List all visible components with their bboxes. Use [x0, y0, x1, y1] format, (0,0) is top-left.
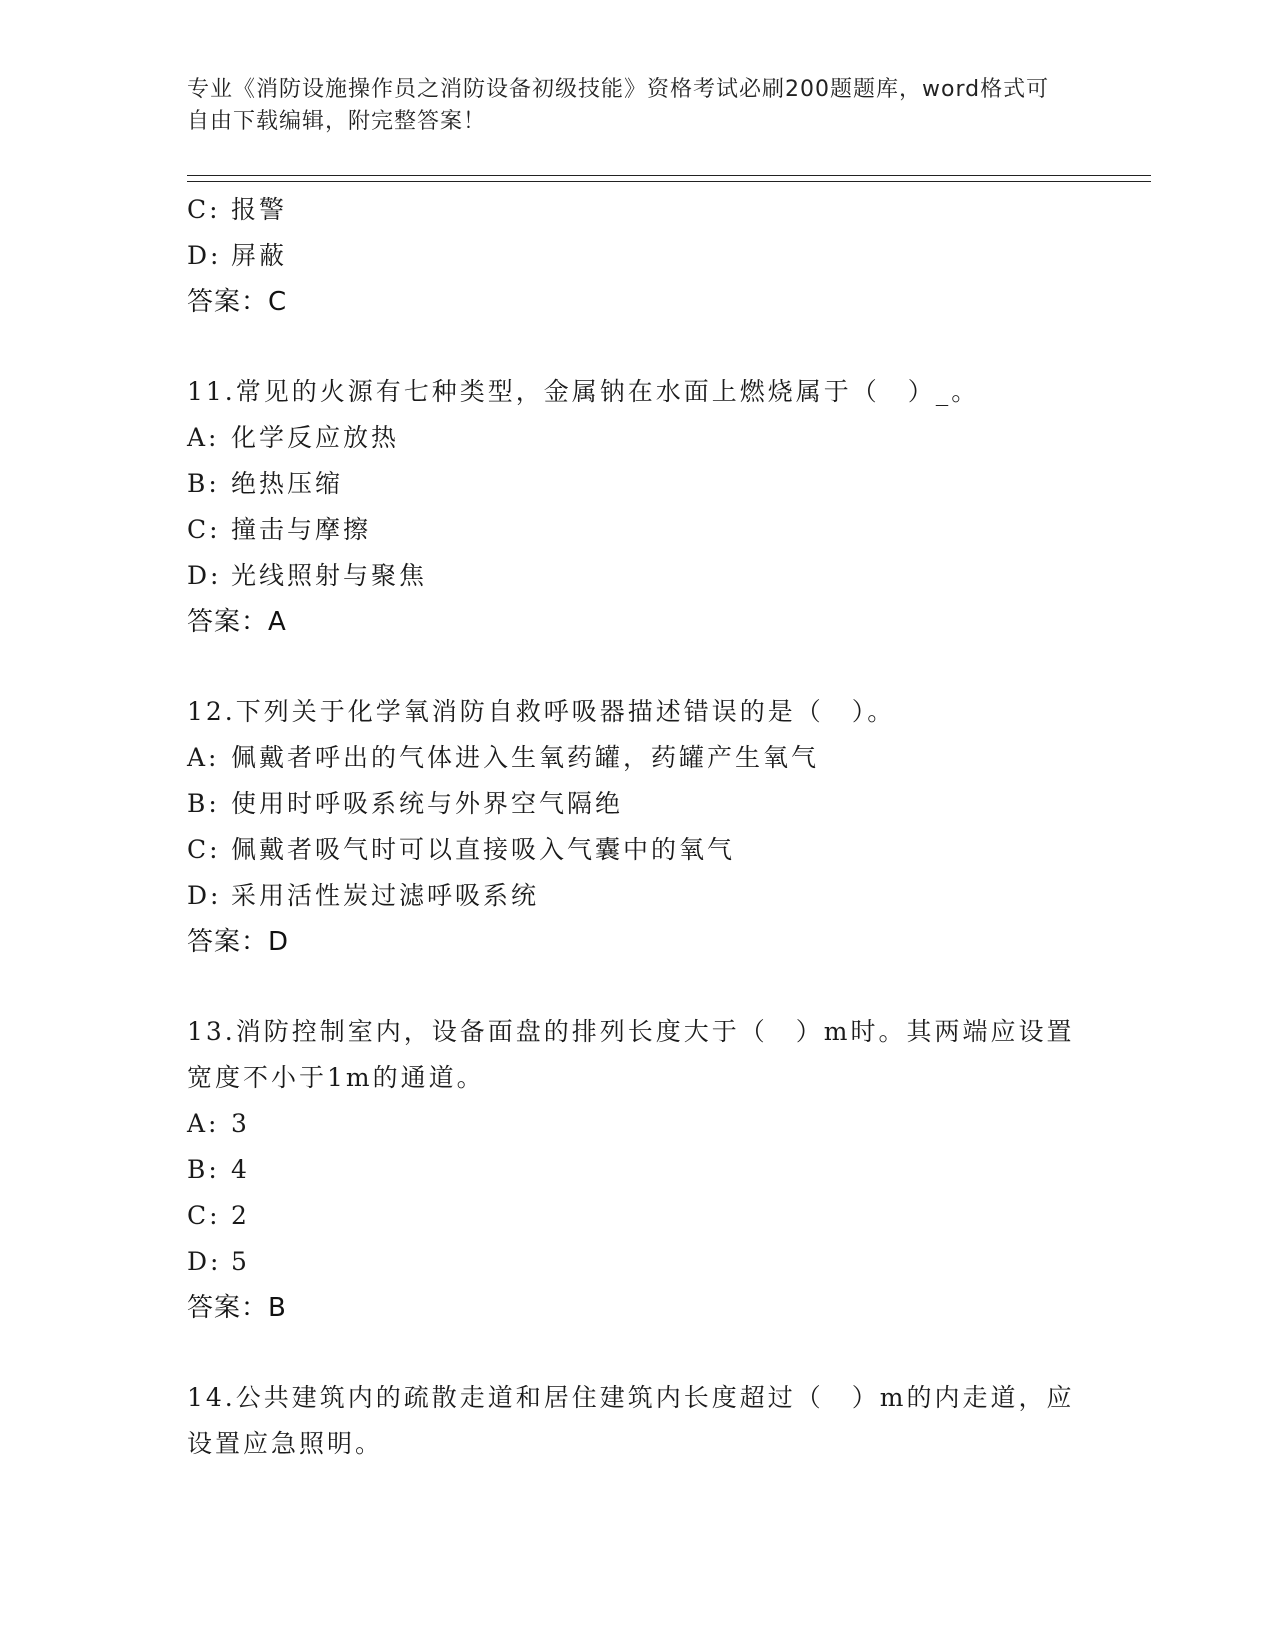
option-text: 采用活性炭过滤呼吸系统 [231, 881, 540, 910]
option-text: 佩戴者呼出的气体进入生氧药罐，药罐产生氧气 [231, 743, 820, 772]
header-rule-bottom [187, 181, 1151, 182]
option-text: 撞击与摩擦 [231, 515, 372, 544]
question-13 [187, 1009, 1087, 1331]
option-text: 光线照射与聚焦 [231, 561, 428, 590]
option-label: A: [187, 423, 220, 452]
question-11 [187, 369, 1087, 645]
option-text: 使用时呼吸系统与外界空气隔绝 [231, 789, 624, 818]
option-d [187, 873, 1087, 919]
question-12 [187, 689, 1087, 965]
option-c [187, 187, 1087, 233]
option-label: D: [187, 1247, 222, 1276]
option-text: 3 [231, 1109, 250, 1138]
option-label: C: [187, 515, 221, 544]
option-b [187, 1147, 1087, 1193]
answer-line: 答案：A [187, 607, 287, 637]
option-label: D: [187, 561, 222, 590]
option-b [187, 461, 1087, 507]
option-d [187, 233, 1087, 279]
option-a [187, 735, 1087, 781]
option-d [187, 553, 1087, 599]
option-label: D: [187, 241, 222, 270]
option-a [187, 415, 1087, 461]
option-label: C: [187, 1201, 221, 1230]
option-label: B: [187, 1155, 220, 1184]
option-label: A: [187, 743, 220, 772]
option-label: B: [187, 469, 220, 498]
option-text: 绝热压缩 [231, 469, 344, 498]
question-list [187, 187, 1087, 1467]
option-c [187, 507, 1087, 553]
option-text: 报警 [231, 195, 288, 224]
option-label: B: [187, 789, 220, 818]
option-label: A: [187, 1109, 220, 1138]
question-14 [187, 1375, 1087, 1467]
option-label: D: [187, 881, 222, 910]
question-stem: 14.公共建筑内的疏散走道和居住建筑内长度超过（ ）m的内走道，应设置应急照明。 [187, 1383, 1075, 1458]
option-text: 4 [231, 1155, 250, 1184]
option-b [187, 781, 1087, 827]
question-stem: 13.消防控制室内，设备面盘的排列长度大于（ ）m时。其两端应设置宽度不小于1m的通道。 [187, 1017, 1075, 1092]
option-c [187, 827, 1087, 873]
answer-line: 答案：B [187, 1293, 287, 1323]
option-text: 化学反应放热 [231, 423, 400, 452]
option-label: C: [187, 835, 221, 864]
header-rule-top [187, 175, 1151, 176]
answer-line: 答案：D [187, 927, 290, 957]
page-header-title: 专业《消防设施操作员之消防设备初级技能》资格考试必刷200题题库，word格式可自由下载编辑，附完整答案！ [187, 77, 1050, 134]
option-text: 5 [231, 1247, 250, 1276]
answer-line: 答案：C [187, 287, 288, 317]
option-text: 屏蔽 [231, 241, 288, 270]
option-a [187, 1101, 1087, 1147]
option-text: 2 [231, 1201, 250, 1230]
option-label: C: [187, 195, 221, 224]
question-stem: 11.常见的火源有七种类型，金属钠在水面上燃烧属于（ ）_。 [187, 377, 980, 406]
option-d [187, 1239, 1087, 1285]
prev-question-block [187, 187, 1087, 325]
question-stem: 12.下列关于化学氧消防自救呼吸器描述错误的是（ ）。 [187, 697, 896, 726]
option-c [187, 1193, 1087, 1239]
option-text: 佩戴者吸气时可以直接吸入气囊中的氧气 [231, 835, 736, 864]
